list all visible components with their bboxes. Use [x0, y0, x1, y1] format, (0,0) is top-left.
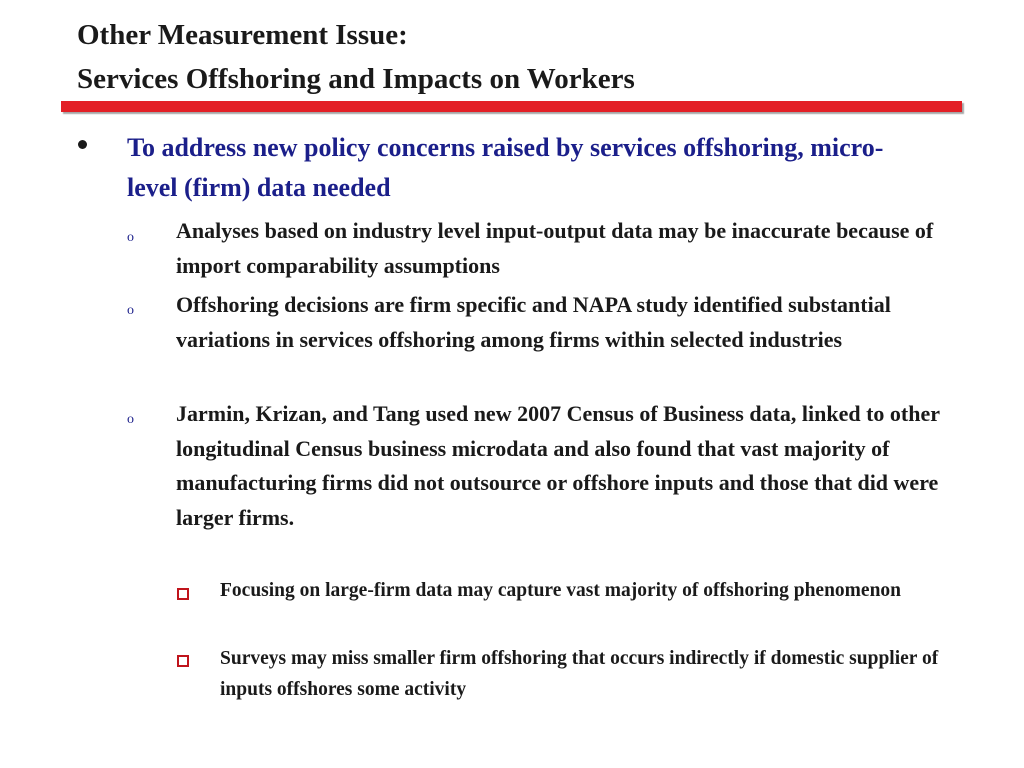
sub-sub-bullet-text: Surveys may miss smaller firm offshoring that occurs indirectly if domestic supplier of inputs offshores some activity [220, 648, 939, 700]
slide-title-line-1: Other Measurement Issue: [77, 19, 408, 51]
sub-bullet-marker: o [127, 230, 134, 245]
sub-bullet-text: Analyses based on industry level input-output data may be inaccurate because of import comparability assumptions [176, 218, 934, 278]
slide-title-line-2: Services Offshoring and Impacts on Workers [77, 63, 635, 95]
sub-bullet-marker: o [127, 303, 134, 318]
hollow-square-bullet-icon [177, 588, 189, 600]
title-underline-rule [61, 101, 962, 112]
filled-circle-bullet-icon [78, 140, 87, 149]
sub-bullet-text: Offshoring decisions are firm specific and NAPA study identified substantial variations in services offshoring among firms within selected industries [176, 292, 891, 352]
slide-title [77, 13, 977, 101]
main-bullet-text: To address new policy concerns raised by services offshoring, micro-level (firm) data needed [127, 133, 884, 202]
sub-bullet-text: Jarmin, Krizan, and Tang used new 2007 Census of Business data, linked to other longitudinal Census business microdata and also found that vast majority of manufacturing firms did not outsource or offshore inputs and those that did were larger firms. [176, 401, 940, 530]
hollow-square-bullet-icon [177, 655, 189, 667]
sub-bullet-marker: o [127, 412, 134, 427]
sub-sub-bullet-text: Focusing on large-firm data may capture vast majority of offshoring phenomenon [220, 580, 902, 601]
